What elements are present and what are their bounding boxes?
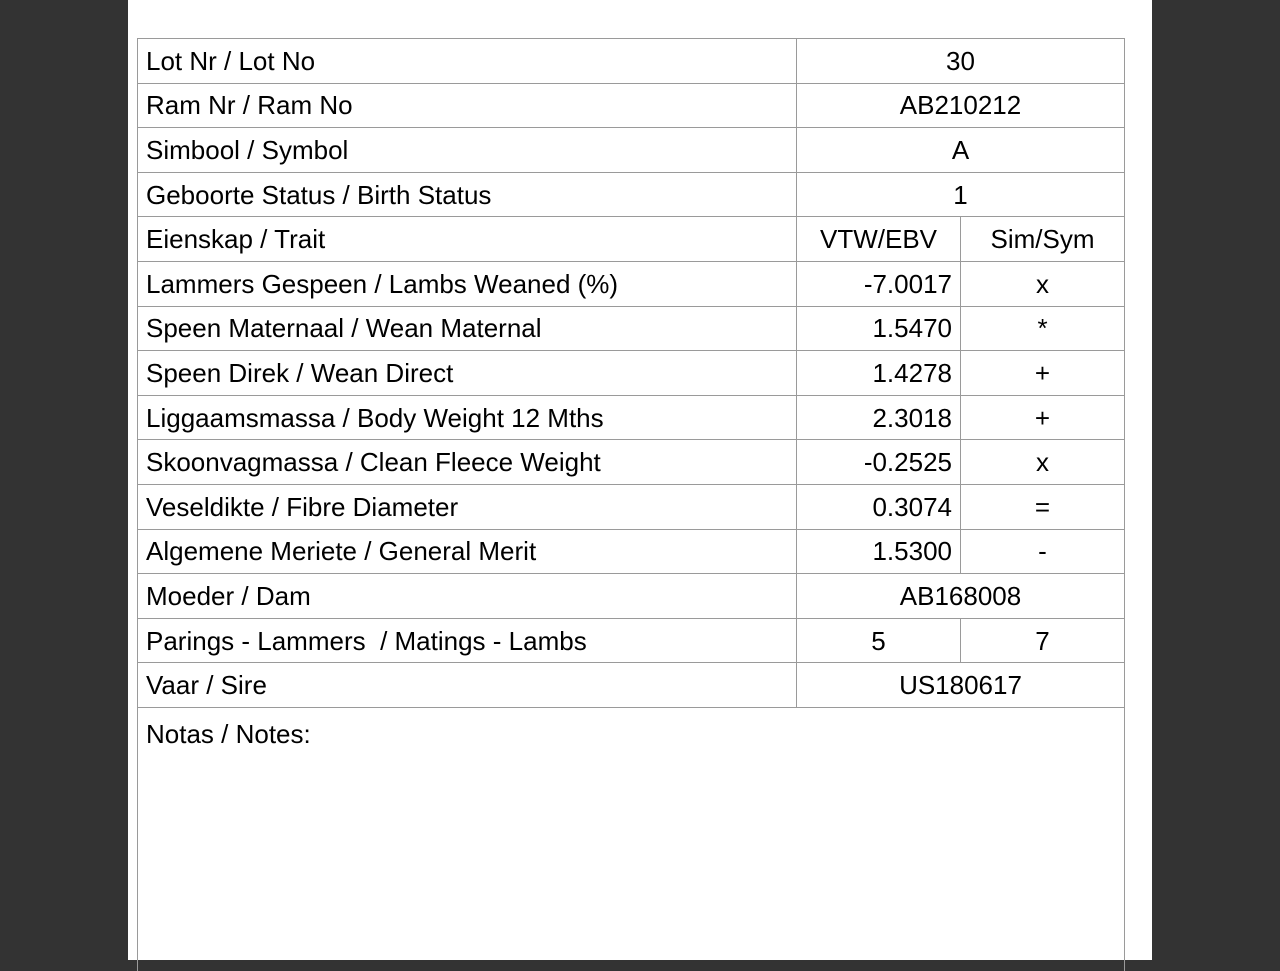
trait-row bbox=[138, 440, 1125, 485]
trait-row bbox=[138, 306, 1125, 351]
trait-row bbox=[138, 529, 1125, 574]
row-sire bbox=[138, 663, 1125, 708]
matings-lambs-label: Parings - Lammers / Matings - Lambs bbox=[138, 618, 797, 663]
trait-sym: = bbox=[961, 484, 1125, 529]
row-ram-number bbox=[138, 83, 1125, 128]
document-page bbox=[128, 0, 1152, 960]
dam-value: AB168008 bbox=[797, 574, 1125, 619]
lambs-value: 7 bbox=[961, 618, 1125, 663]
row-birth-status bbox=[138, 172, 1125, 217]
trait-label: Speen Direk / Wean Direct bbox=[138, 351, 797, 396]
trait-label: Liggaamsmassa / Body Weight 12 Mths bbox=[138, 395, 797, 440]
trait-label: Lammers Gespeen / Lambs Weaned (%) bbox=[138, 261, 797, 306]
symbol-label: Simbool / Symbol bbox=[138, 128, 797, 173]
trait-ebv: 2.3018 bbox=[797, 395, 961, 440]
trait-sym: - bbox=[961, 529, 1125, 574]
sire-value: US180617 bbox=[797, 663, 1125, 708]
birth-status-value: 1 bbox=[797, 172, 1125, 217]
trait-row bbox=[138, 351, 1125, 396]
trait-sym: * bbox=[961, 306, 1125, 351]
trait-label: Algemene Meriete / General Merit bbox=[138, 529, 797, 574]
lot-number-value: 30 bbox=[797, 39, 1125, 84]
trait-ebv: 1.5300 bbox=[797, 529, 961, 574]
trait-ebv: 0.3074 bbox=[797, 484, 961, 529]
row-trait-header bbox=[138, 217, 1125, 262]
trait-label: Skoonvagmassa / Clean Fleece Weight bbox=[138, 440, 797, 485]
trait-ebv: -0.2525 bbox=[797, 440, 961, 485]
row-lot-number bbox=[138, 39, 1125, 84]
trait-row bbox=[138, 261, 1125, 306]
trait-header-ebv: VTW/EBV bbox=[797, 217, 961, 262]
trait-row bbox=[138, 395, 1125, 440]
symbol-value: A bbox=[797, 128, 1125, 173]
trait-ebv: -7.0017 bbox=[797, 261, 961, 306]
trait-sym: x bbox=[961, 440, 1125, 485]
row-dam bbox=[138, 574, 1125, 619]
row-matings-lambs bbox=[138, 618, 1125, 663]
sire-label: Vaar / Sire bbox=[138, 663, 797, 708]
birth-status-label: Geboorte Status / Birth Status bbox=[138, 172, 797, 217]
trait-sym: + bbox=[961, 351, 1125, 396]
trait-ebv: 1.5470 bbox=[797, 306, 961, 351]
trait-label: Veseldikte / Fibre Diameter bbox=[138, 484, 797, 529]
trait-header-label: Eienskap / Trait bbox=[138, 217, 797, 262]
trait-ebv: 1.4278 bbox=[797, 351, 961, 396]
notes-label: Notas / Notes: bbox=[138, 707, 1125, 971]
trait-label: Speen Maternaal / Wean Maternal bbox=[138, 306, 797, 351]
trait-sym: + bbox=[961, 395, 1125, 440]
row-symbol bbox=[138, 128, 1125, 173]
dam-label: Moeder / Dam bbox=[138, 574, 797, 619]
trait-row bbox=[138, 484, 1125, 529]
row-notes bbox=[138, 707, 1125, 971]
ram-number-value: AB210212 bbox=[797, 83, 1125, 128]
lot-number-label: Lot Nr / Lot No bbox=[138, 39, 797, 84]
trait-header-sym: Sim/Sym bbox=[961, 217, 1125, 262]
ram-info-table bbox=[137, 38, 1125, 971]
trait-sym: x bbox=[961, 261, 1125, 306]
matings-value: 5 bbox=[797, 618, 961, 663]
ram-number-label: Ram Nr / Ram No bbox=[138, 83, 797, 128]
